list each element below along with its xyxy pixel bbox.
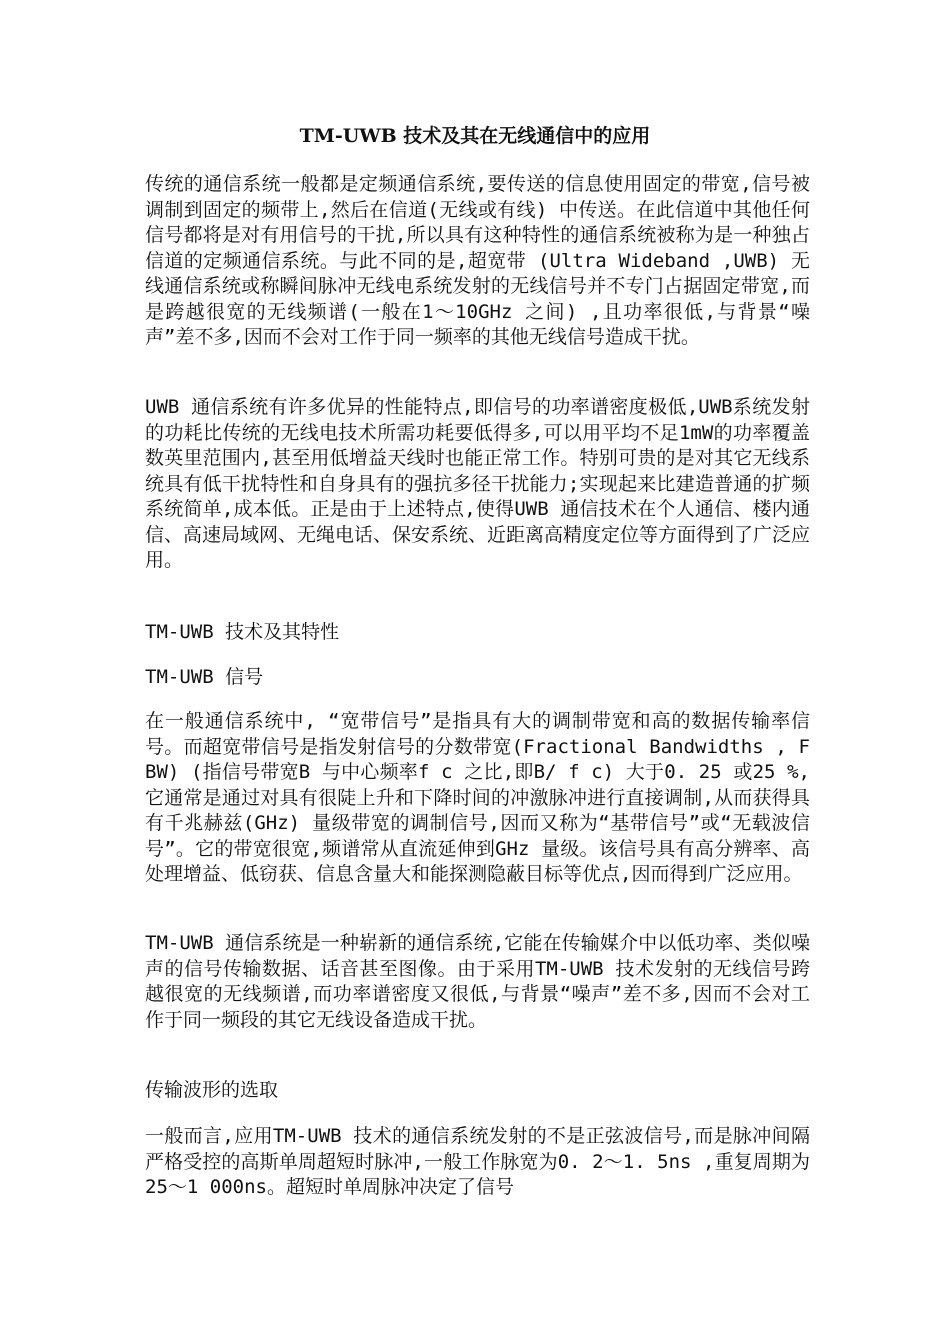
paragraph-uwb-features: UWB 通信系统有许多优异的性能特点,即信号的功率谱密度极低,UWB系统发射的功耗比传统的无线电技术所需功耗要低得多,可以用平均不足1mW的功率覆盖数英里范围内,甚至用低增益天线时也能正常工作。特别可贵的是对其它无线系统具有低干扰特性和自身具有的强抗多径干扰能力;实现起来比建造普通的扩频系统简单,成本低。正是由于上述特点,使得UWB 通信技术在个人通信、楼内通信、高速局域网、无绳电话、保安系统、近距离高精度定位等方面得到了广泛应用。 xyxy=(145,396,811,571)
paragraph-intro: 传统的通信系统一般都是定频通信系统,要传送的信息使用固定的带宽,信号被调制到固定的频带上,然后在信道(无线或有线) 中传送。在此信道中其他任何信号都将是对有用信号的干扰,所以具有这种特性的通信系统被称为是一种独占信道的定频通信系统。与此不同的是,超宽带 (Ultra Wideband ,UWB) 无线通信系统或称瞬间脉冲无线电系统发射的无线信号并不专门占据固定带宽,而是跨越很宽的无线频谱(一般在1～10GHz 之间) ,且功率很低,与背景“噪声”差不多,因而不会对工作于同一频率的其他无线信号造成干扰。 xyxy=(145,173,810,348)
document-title: TM-UWB 技术及其在无线通信中的应用 xyxy=(299,125,651,147)
section-heading-tm-uwb-tech: TM-UWB 技术及其特性 xyxy=(145,621,340,643)
section-heading-waveform: 传输波形的选取 xyxy=(145,1079,279,1101)
paragraph-tm-uwb-system: TM-UWB 通信系统是一种崭新的通信系统,它能在传输媒介中以低功率、类似噪声的信号传输数据、话音甚至图像。由于采用TM-UWB 技术发射的无线信号跨越很宽的无线频谱,而功率谱密度又很低,与背景“噪声”差不多,因而不会对工作于同一频段的其它无线设备造成干扰。 xyxy=(145,932,810,1031)
section-heading-tm-uwb-signal: TM-UWB 信号 xyxy=(145,666,264,688)
paragraph-wideband-signal: 在一般通信系统中, “宽带信号”是指具有大的调制带宽和高的数据传输率信号。而超宽带信号是指发射信号的分数带宽(Fractional Bandwidths , FBW) (指信号带宽B 与中心频率f c 之比,即B/ f c) 大于0. 25 或25 %,它通常是通过对具有很陡上升和下降时间的冲激脉冲进行直接调制,从而获得具有千兆赫兹(GHz) 量级带宽的调制信号,因而又称为“基带信号”或“无载波信号”。它的带宽很宽,频谱常从直流延伸到GHz 量级。该信号具有高分辨率、高处理增益、低窃获、信息含量大和能探测隐蔽目标等优点,因而得到广泛应用。 xyxy=(145,710,810,885)
paragraph-waveform: 一般而言,应用TM-UWB 技术的通信系统发射的不是正弦波信号,而是脉冲间隔严格受控的高斯单周超短时脉冲,一般工作脉宽为0. 2～1. 5ns ,重复周期为25～1 000ns。超短时单周脉冲决定了信号 xyxy=(145,1125,810,1198)
